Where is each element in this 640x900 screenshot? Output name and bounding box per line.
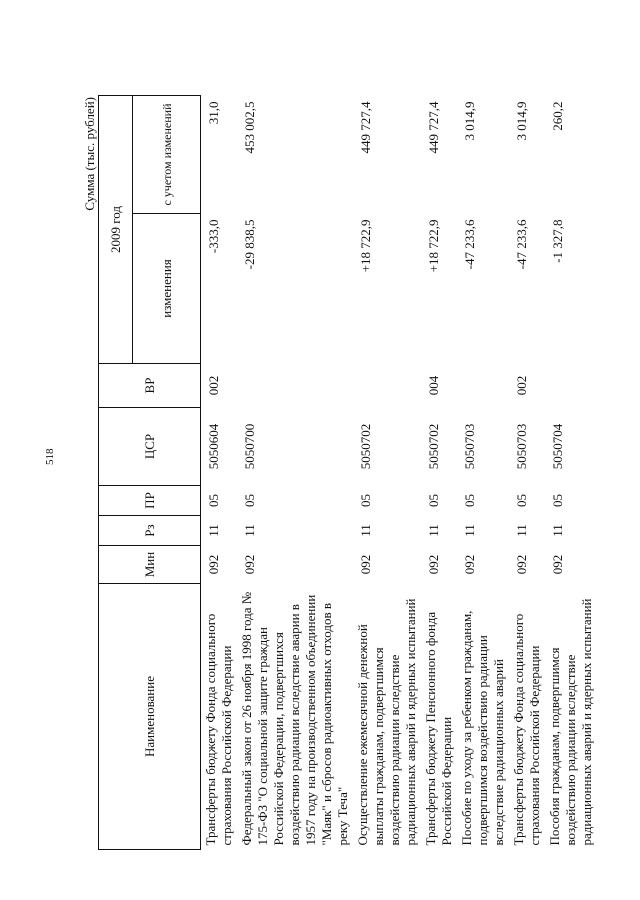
row-name: Федеральный закон от 26 ноября 1998 года № 175-ФЗ "О социальной защите граждан Российской Федерации, подвергшихся воздействию радиации вследствие аварии в 1957 году на производственном объединении "Маяк" и сбросов радиоактивных отходов в реку Теча" (239, 591, 350, 846)
row-rz: 11 (242, 524, 257, 537)
row-rz: 11 (550, 524, 565, 537)
row-csr: 5050703 (462, 423, 477, 470)
row-min: 092 (206, 554, 221, 575)
row-vr: 002 (206, 375, 221, 396)
header-name: Наименование (99, 584, 201, 850)
header-min: Мин (99, 546, 201, 584)
table-row (509, 96, 545, 850)
table-row (201, 96, 238, 850)
row-total: 260,2 (550, 101, 565, 131)
table-row (421, 96, 457, 850)
row-rz: 11 (426, 524, 441, 537)
row-change: -47 233,6 (462, 219, 477, 270)
table-row (457, 96, 509, 850)
header-changes: изменения (133, 214, 201, 364)
row-csr: 5050702 (358, 423, 373, 470)
row-vr: 004 (426, 375, 441, 396)
row-total: 3 014,9 (462, 101, 477, 141)
row-total: 3 014,9 (514, 101, 529, 141)
row-min: 092 (514, 554, 529, 575)
header-csr: ЦСР (99, 408, 201, 486)
row-name: Трансферты бюджету Фонда социального страхования Российской Федерации (511, 613, 542, 846)
row-change: -1 327,8 (550, 219, 565, 263)
table-row (353, 96, 421, 850)
table-body (201, 96, 598, 850)
header-vr: ВР (99, 364, 201, 408)
header-pr: ПР (99, 486, 201, 516)
row-min: 092 (242, 554, 257, 575)
table-row (237, 96, 353, 850)
row-change: -29 838,5 (242, 219, 257, 270)
row-min: 092 (550, 554, 565, 575)
row-pr: 05 (358, 494, 373, 507)
row-vr (545, 364, 597, 408)
row-vr (457, 364, 509, 408)
row-name: Пособия гражданам, подвергшимся воздействию радиации вследствие радиационных аварий и ядерных испытаний (547, 598, 594, 846)
row-pr: 05 (426, 494, 441, 507)
row-total: 453 002,5 (242, 101, 257, 154)
row-min: 092 (358, 554, 373, 575)
row-pr: 05 (514, 494, 529, 507)
row-name: Пособие по уходу за ребенком гражданам, подвергшимся воздействию радиации вследствие радиационных аварий (459, 610, 506, 846)
table-row (545, 96, 597, 850)
row-total: 449 727,4 (426, 101, 441, 154)
budget-table (98, 95, 597, 850)
row-vr: 002 (514, 375, 529, 396)
row-total: 31,0 (206, 101, 221, 125)
row-total: 449 727,4 (358, 101, 373, 154)
row-min: 092 (426, 554, 441, 575)
row-min: 092 (462, 554, 477, 575)
header-rz: Рз (99, 516, 201, 546)
header-year: 2009 год (99, 96, 133, 364)
row-vr (237, 364, 353, 408)
row-pr: 05 (206, 494, 221, 507)
row-rz: 11 (206, 524, 221, 537)
header-with-changes: с учетом изменений (133, 96, 201, 214)
row-csr: 5050700 (242, 423, 257, 470)
row-change: -333,0 (206, 219, 221, 254)
row-csr: 5050702 (426, 423, 441, 470)
row-name: Трансферты бюджету Фонда социального страхования Российской Федерации (203, 613, 234, 846)
row-pr: 05 (462, 494, 477, 507)
row-pr: 05 (550, 494, 565, 507)
row-name: Осуществление ежемесячной денежной выплаты гражданам, подвергшимся воздействию радиации вследствие радиационных аварий и ядерных испытаний (355, 598, 418, 846)
row-change: +18 722,9 (358, 219, 373, 273)
units-caption: Сумма (тыс. рублей) (82, 97, 97, 211)
page-number: 518 (44, 448, 56, 465)
row-name: Трансферты бюджету Пенсионного фонда Российской Федерации (423, 611, 454, 846)
row-vr (353, 364, 421, 408)
row-csr: 5050604 (206, 423, 221, 470)
row-rz: 11 (358, 524, 373, 537)
row-pr: 05 (242, 494, 257, 507)
row-change: +18 722,9 (426, 219, 441, 273)
row-csr: 5050704 (550, 423, 565, 470)
row-csr: 5050703 (514, 423, 529, 470)
row-rz: 11 (462, 524, 477, 537)
row-rz: 11 (514, 524, 529, 537)
row-change: -47 233,6 (514, 219, 529, 270)
